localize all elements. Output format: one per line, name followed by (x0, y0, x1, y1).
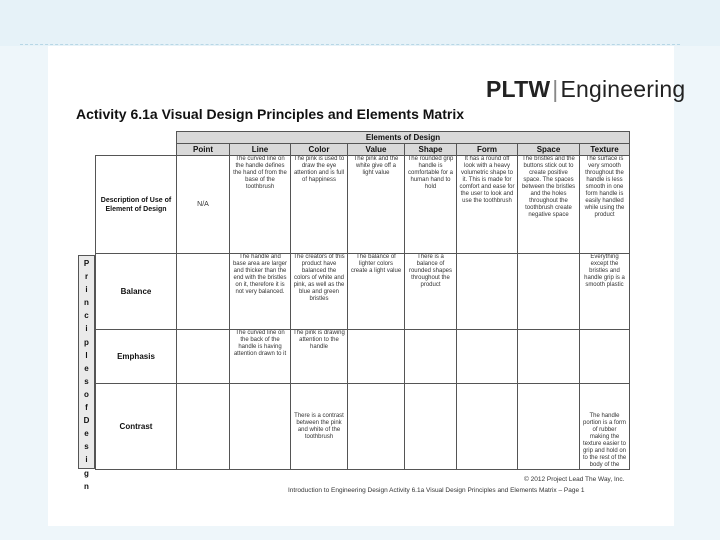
row-label-description: Description of Use of Element of Design (96, 156, 177, 254)
cell-emphasis-texture (580, 330, 630, 384)
column-header-value: Value (348, 144, 405, 156)
cell-emphasis-shape (405, 330, 457, 384)
cell-balance-color: The creators of this product have balanced the colors of white and pink, as well as the blue and green bristles (291, 254, 348, 330)
left-background-band (0, 0, 48, 540)
emphasis-row (96, 330, 630, 384)
cell-emphasis-line: The curved line on the back of the handle is having attention drawn to it (230, 330, 291, 384)
cell-emphasis-space (518, 330, 580, 384)
principles-letter: g (84, 468, 89, 478)
column-header-space: Space (518, 144, 580, 156)
principles-of-design-label (78, 255, 95, 491)
principles-letter: D (83, 416, 90, 426)
principles-letter: o (84, 389, 89, 399)
dotted-divider (20, 44, 680, 45)
principles-letter: i (85, 324, 88, 334)
column-header-texture: Texture (580, 144, 630, 156)
top-background-band (0, 0, 720, 46)
copyright-notice: © 2012 Project Lead The Way, Inc. (524, 476, 625, 483)
contrast-row (96, 384, 630, 470)
cell-contrast-form (457, 384, 518, 470)
cell-balance-line: The handle and base area are larger and thicker than the end with the bristles on it, therefore it is not very balanced. (230, 254, 291, 330)
cell-emphasis-color: The pink is drawing attention to the handle (291, 330, 348, 384)
pltw-logo (486, 76, 685, 103)
column-header-color: Color (291, 144, 348, 156)
principles-letter: p (84, 337, 89, 347)
cell-description-texture: The surface is very smooth throughout the handle is less smooth in one form handle is easily handled while using the product (580, 156, 630, 254)
column-header-form: Form (457, 144, 518, 156)
principles-letter: e (84, 363, 89, 373)
bottom-background-band (0, 526, 720, 540)
principles-letter: s (84, 442, 89, 452)
column-header-point: Point (177, 144, 230, 156)
cell-balance-value: The balance of lighter colors create a light value (348, 254, 405, 330)
logo-separator: | (552, 76, 559, 102)
cell-balance-texture: Everything except the bristles and handle grip is a smooth plastic (580, 254, 630, 330)
row-label-emphasis: Emphasis (96, 330, 177, 384)
cell-contrast-point (177, 384, 230, 470)
logo-engineering: Engineering (560, 76, 686, 102)
cell-description-value: The pink and the white give off a light value (348, 156, 405, 254)
cell-description-space: The bristles and the buttons stick out to create positive space. The spaces between the bristles and the holes throughout the toothbrush create negative space (518, 156, 580, 254)
row-label-balance: Balance (96, 254, 177, 330)
cell-contrast-value (348, 384, 405, 470)
cell-balance-space (518, 254, 580, 330)
cell-contrast-texture: The handle portion is a form of rubber making the texture easier to grip and hold on to the rest of the body of the (580, 384, 630, 470)
cell-balance-shape: There is a balance of rounded shapes throughout the product (405, 254, 457, 330)
principles-letter: P (83, 259, 90, 268)
logo-pltw: PLTW (486, 76, 551, 102)
principles-letter: n (84, 298, 89, 308)
cell-contrast-shape (405, 384, 457, 470)
cell-description-shape: The rounded grip handle is comfortable for a human hand to hold (405, 156, 457, 254)
cell-description-point: N/A (177, 156, 230, 254)
corner-blank (96, 132, 177, 144)
principles-letter: r (84, 272, 89, 282)
design-matrix-table (95, 131, 630, 470)
cell-emphasis-point (177, 330, 230, 384)
cell-contrast-line (230, 384, 291, 470)
principles-letter: n (84, 481, 89, 491)
elements-of-design-header: Elements of Design (177, 132, 630, 144)
principles-letter: s (84, 376, 89, 386)
cell-emphasis-value (348, 330, 405, 384)
cell-emphasis-form (457, 330, 518, 384)
document-title: Activity 6.1a Visual Design Principles and Elements Matrix (76, 106, 465, 122)
cell-balance-form (457, 254, 518, 330)
principles-letter: e (84, 429, 89, 439)
cell-description-line: The curved line on the handle defines the hand of from the base of the toothbrush (230, 156, 291, 254)
principles-letter: i (85, 455, 88, 465)
column-header-shape: Shape (405, 144, 457, 156)
principles-letter: f (85, 403, 88, 413)
cell-balance-point (177, 254, 230, 330)
principles-letter: i (85, 285, 88, 295)
column-header-line: Line (230, 144, 291, 156)
corner-blank-2 (96, 144, 177, 156)
principles-letter: c (84, 311, 89, 321)
row-label-contrast: Contrast (96, 384, 177, 470)
cell-description-form: It has a round off look with a heavy volumetric shape to it. This is made for comfort and ease for the user to look and use the toothbrush (457, 156, 518, 254)
cell-contrast-space (518, 384, 580, 470)
description-row (96, 156, 630, 254)
balance-row (96, 254, 630, 330)
cell-contrast-color: There is a contrast between the pink and white of the toothbrush (291, 384, 348, 470)
principles-letter: l (85, 350, 88, 360)
column-header-row (96, 144, 630, 156)
cell-description-color: The pink is used to draw the eye attention and is full of happiness (291, 156, 348, 254)
page-footer-caption: Introduction to Engineering Design Activity 6.1a Visual Design Principles and Elements Matrix – Page 1 (288, 487, 585, 494)
